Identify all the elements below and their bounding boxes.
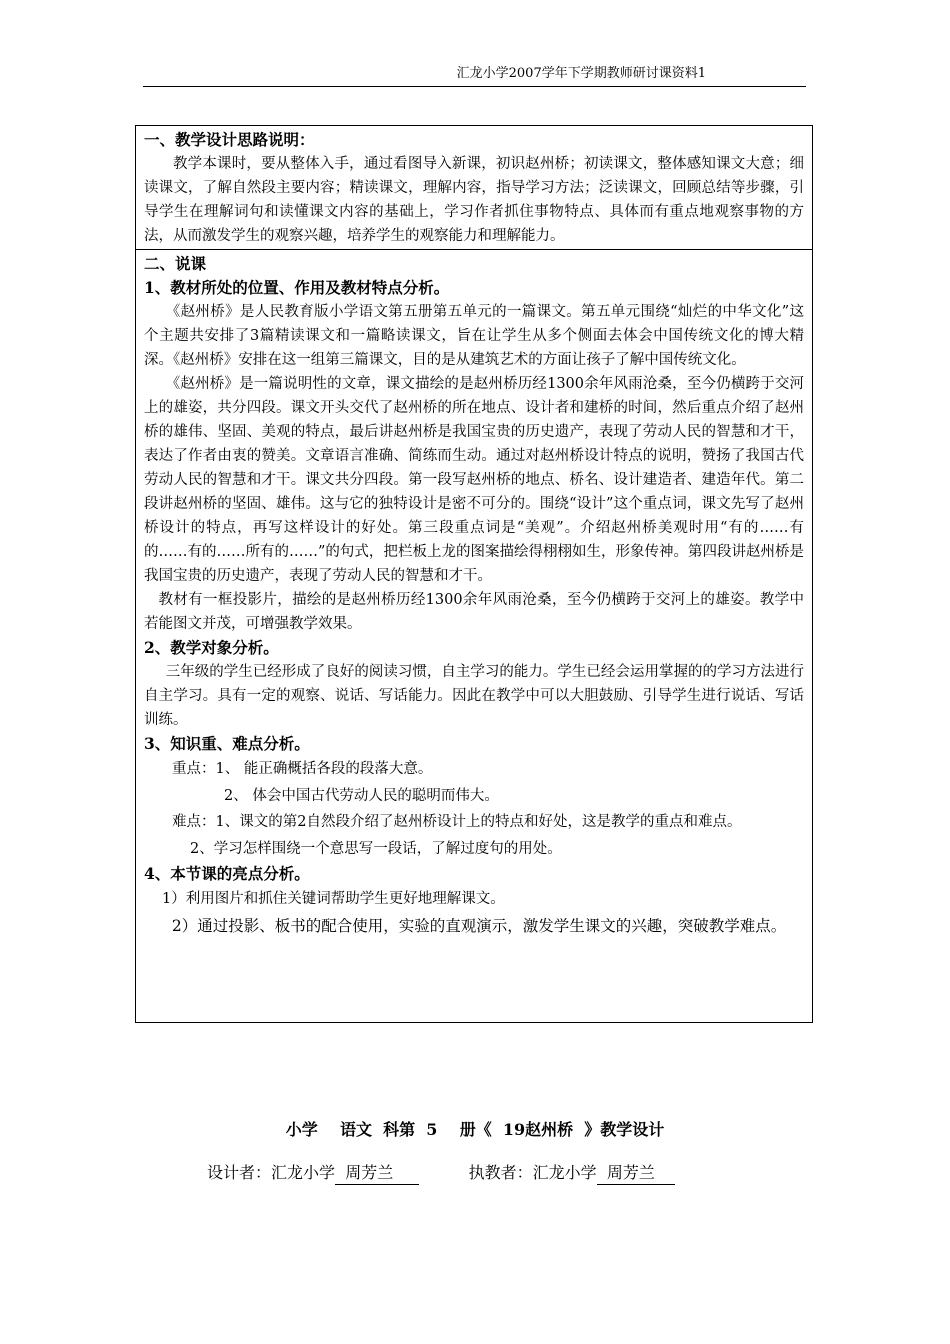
subsection1-paragraph2: 《赵州桥》是一篇说明性的文章，课文描绘的是赵州桥历经1300余年风雨沧桑，至今仍横跨于交河上的雄姿，共分四段。课文开头交代了赵州桥的所在地点、设计者和建桥的时间，然后重点介绍了赵州桥的雄伟、坚固、美观的特点，最后讲赵州桥是我国宝贵的历史遗产，表现了劳动人民的智慧和才干，表达了作者由衷的赞美。文章语言准确、简练而生动。通过对赵州桥设计特点的说明，赞扬了我国古代劳动人民的智慧和才干。课文共分四段。第一段写赵州桥的地点、桥名、设计建造者、建造年代。第二段讲赵州桥的坚固、雄伟。这与它的独特设计是密不可分的。围绕“设计”这个重点词，课文先写了赵州桥设计的特点，再写这样设计的好处。第三段重点词是“美观”。介绍赵州桥美观时用“有的……有的……有的……所有的……”的句式，把栏板上龙的图案描绘得栩栩如生，形象传神。第四段讲赵州桥是我国宝贵的历史遗产，表现了劳动人民的智慧和才干。 <box>144 376 804 584</box>
key-point-2: 2、 体会中国古代劳动人民的聪明而伟大。 <box>224 787 499 804</box>
designer-name: 周芳兰 <box>335 1162 419 1185</box>
section2-heading: 二、说课 <box>144 254 207 273</box>
designer-label: 设计者：汇龙小学 <box>207 1163 336 1182</box>
header-text: 汇龙小学2007学年下学期教师研讨课资料1 <box>456 66 706 81</box>
difficulty-2: 2、学习怎样围绕一个意思写一段话，了解过度句的用处。 <box>190 840 562 857</box>
lesson-design-title: 小学 语文 科第 5 册《 19赵州桥 》教学设计 <box>285 1120 665 1139</box>
subsection1-heading: 1、教材所处的位置、作用及教材特点分析。 <box>144 278 450 297</box>
difficulty-1: 难点：1、课文的第2自然段介绍了赵州桥设计上的特点和好处，这是教学的重点和难点。 <box>172 814 742 830</box>
teacher-label: 执教者：汇龙小学 <box>468 1163 597 1182</box>
highlight-2: 2）通过投影、板书的配合使用，实验的直观演示，激发学生课文的兴趣，突破教学难点。 <box>171 916 787 935</box>
subsection1-paragraph3: 教材有一框投影片，描绘的是赵州桥历经1300余年风雨沧桑，至今仍横跨于交河上的雄姿。教学中若能图文并茂，可增强教学效果。 <box>144 592 804 632</box>
teacher-name: 周芳兰 <box>597 1162 676 1185</box>
key-point-1: 重点：1、 能正确概括各段的段落大意。 <box>172 761 433 777</box>
designer-line <box>207 1160 675 1186</box>
page-header <box>143 64 806 87</box>
design-idea-section <box>136 126 812 250</box>
subsection3-heading: 3、知识重、难点分析。 <box>144 734 310 753</box>
subsection2-paragraph: 三年级的学生已经形成了良好的阅读习惯，自主学习的能力。学生已经会运用掌握的的学习方法进行自主学习。具有一定的观察、说话、写话能力。因此在教学中可以大胆鼓励、引导学生进行说话、写话训练。 <box>144 664 804 728</box>
subsection1-paragraph1: 《赵州桥》是人民教育版小学语文第五册第五单元的一篇课文。第五单元围绕“灿烂的中华文化”这个主题共安排了3篇精读课文和一篇略读课文，旨在让学生从多个侧面去体会中国传统文化的博大精深。《赵州桥》安排在这一组第三篇课文，目的是从建筑艺术的方面让孩子了解中国传统文化。 <box>144 304 804 368</box>
content-table <box>135 125 813 1023</box>
section1-heading: 一、教学设计思路说明： <box>144 130 315 149</box>
subsection2-heading: 2、教学对象分析。 <box>144 638 279 657</box>
subsection4-heading: 4、本节课的亮点分析。 <box>144 864 310 883</box>
lecture-section <box>136 250 812 1022</box>
section1-body: 教学本课时，要从整体入手，通过看图导入新课，初识赵州桥；初读课文，整体感知课文大意；细读课文，了解自然段主要内容；精读课文，理解内容，指导学习方法；泛读课文，回顾总结等步骤，引导学生在理解词句和读懂课文内容的基础上，学习作者抓住事物特点、具体而有重点地观察事物的方法，从而激发学生的观察兴趣，培养学生的观察能力和理解能力。 <box>144 156 804 244</box>
highlight-1: 1）利用图片和抓住关键词帮助学生更好地理解课文。 <box>162 891 505 907</box>
